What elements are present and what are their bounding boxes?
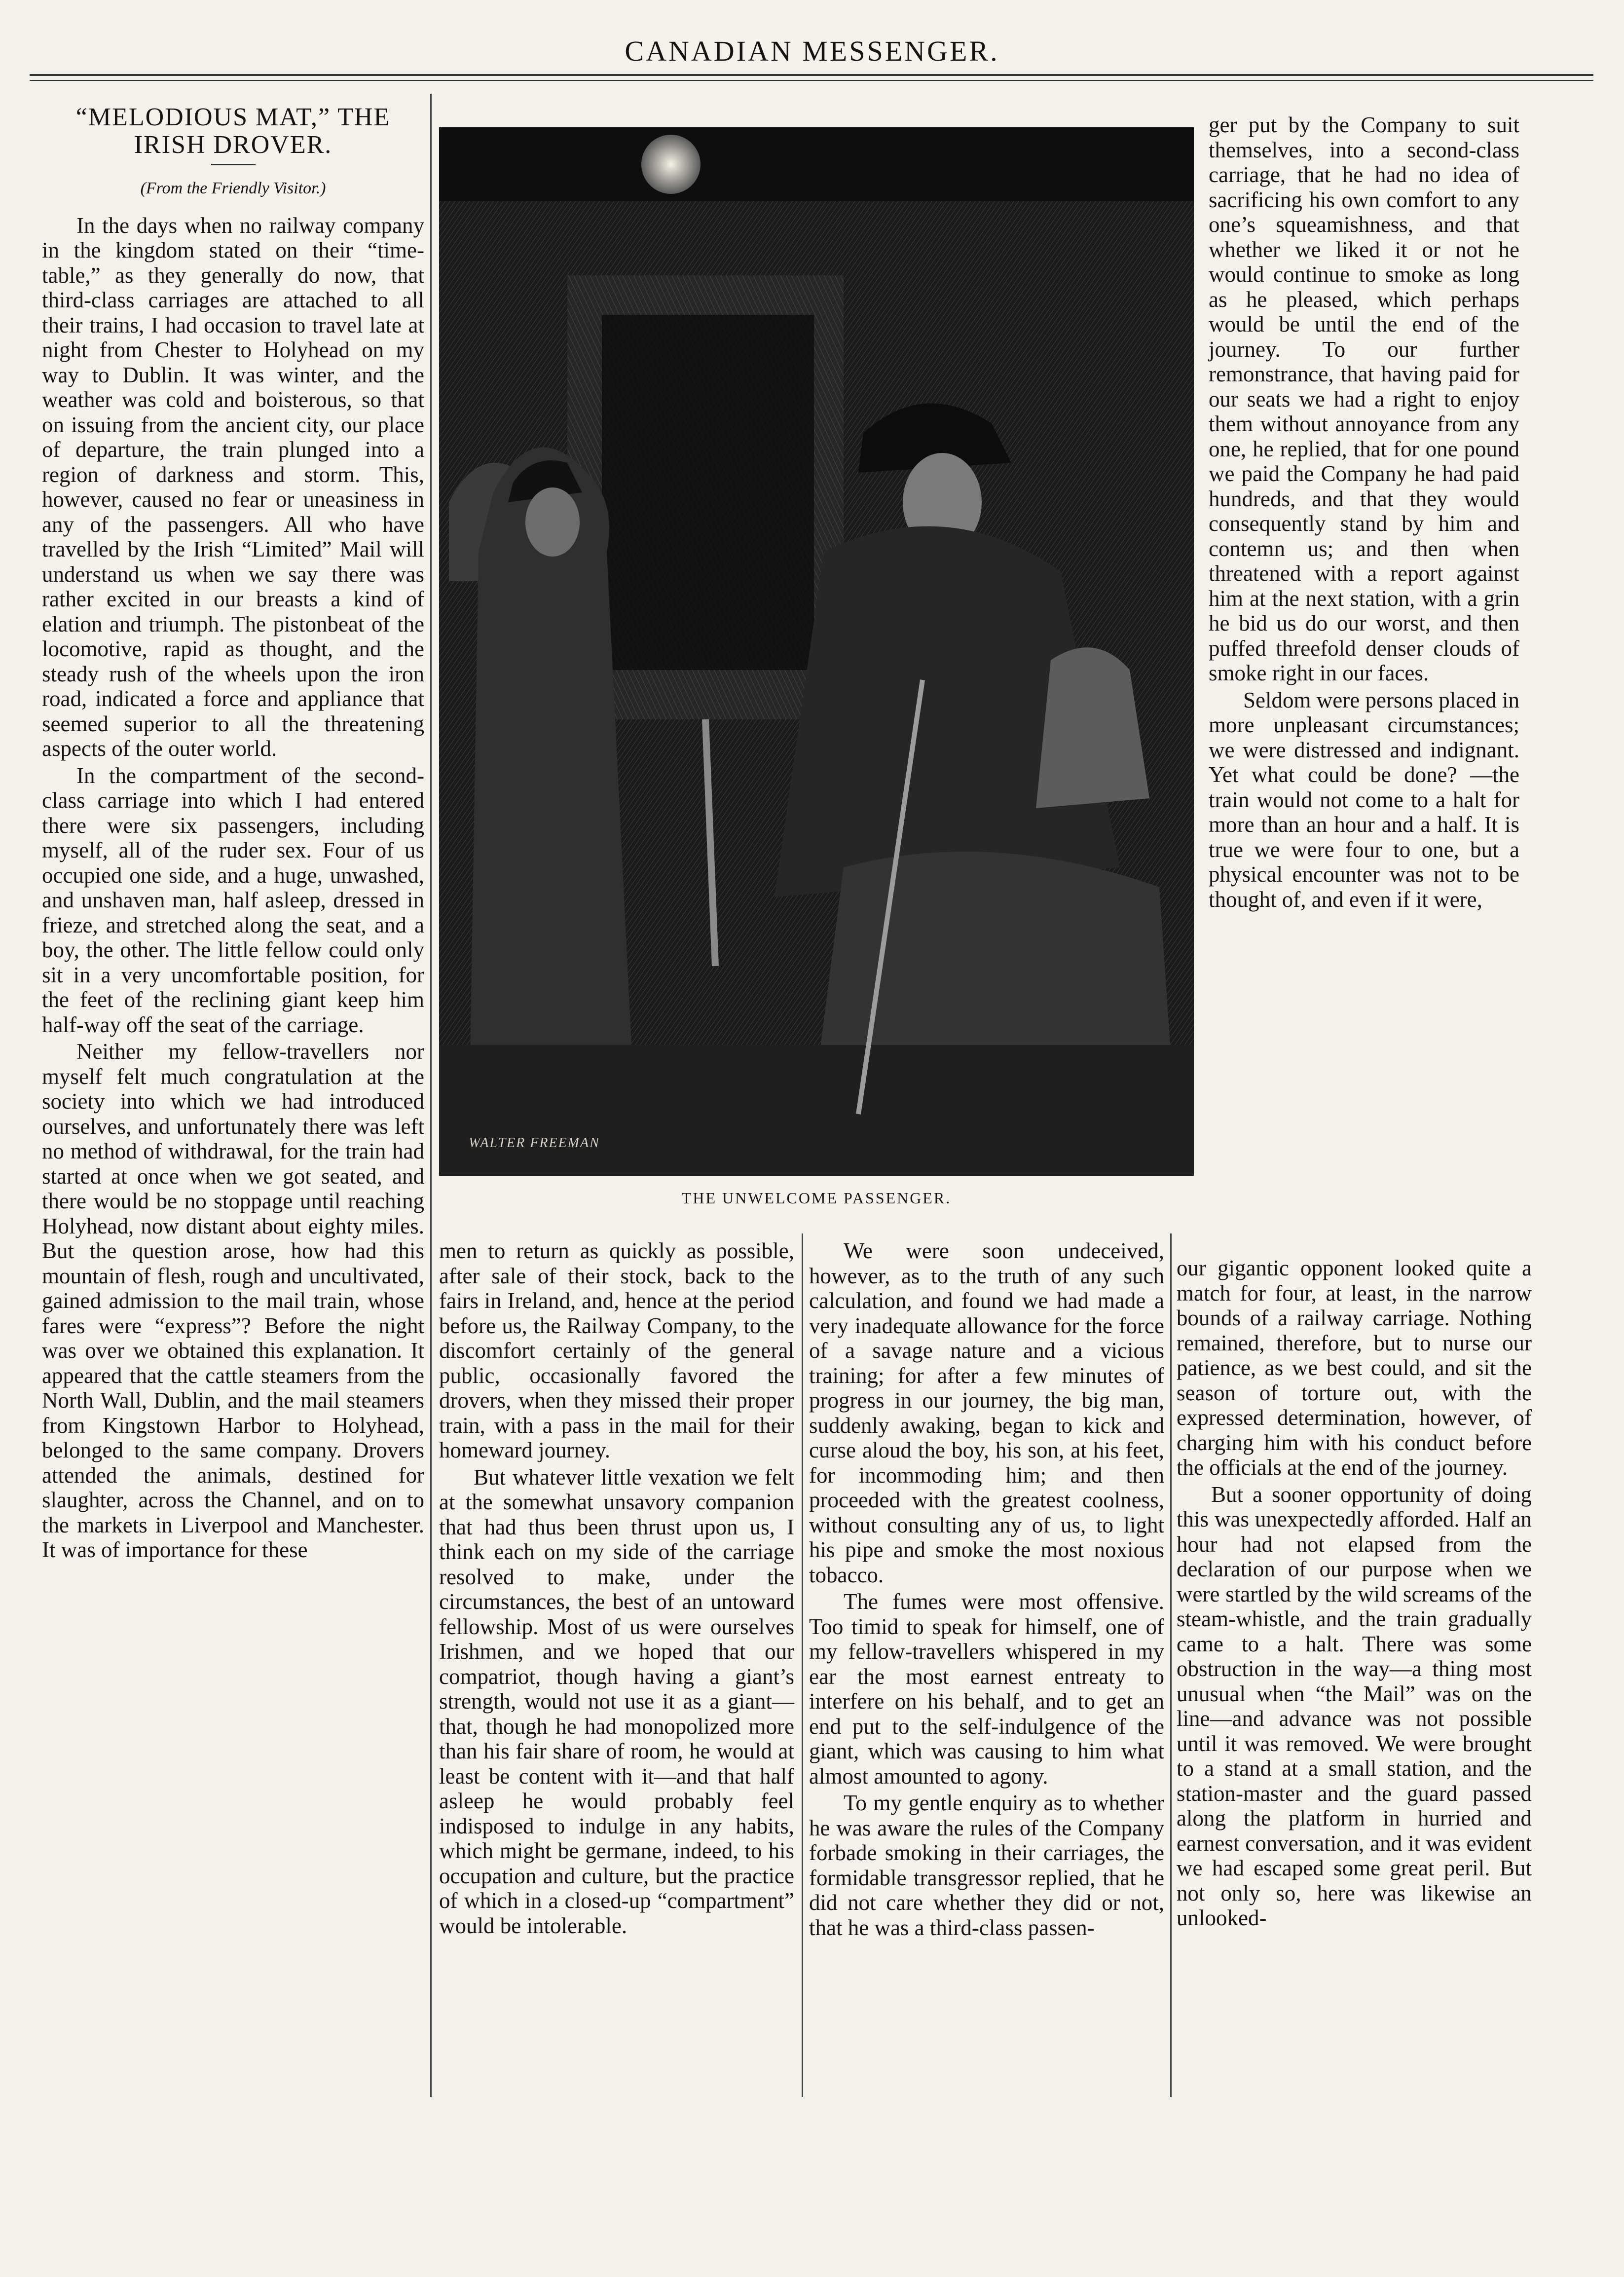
paragraph: In the compartment of the second-class carriage into which I had entered there were six passengers, including myself, all of the ruder sex. Four of us occupied one side, and a huge, unwashed, and unshaven man, half asleep, dressed in frieze, and stretched along the seat, and a boy, the other. The little fellow could only sit in a very uncomfortable position, for the feet of the reclining giant keep him half-way off the seat of the carriage.	[42, 763, 424, 1037]
column-rule	[430, 94, 432, 2097]
paragraph: In the days when no railway company in the kingdom stated on their “time-table,” as they generally do now, that third-class carriages are attached to all their trains, I had occasion to travel late at night from Chester to Holyhead on my way to Dublin. It was winter, and the weather was cold and boisterous, so that on issuing from the ancient city, our place of departure, the train plunged into a region of darkness and storm. This, however, caused no fear or uneasiness in any of the passengers. All who have travelled by the Irish “Limited” Mail will understand us when we say there was rather excited in our breasts a kind of elation and triumph. The pistonbeat of the locomotive, rapid as thought, and the steady rush of the wheels upon the iron road, indicated a force and appliance that seemed superior to all the threatening aspects of the outer world.	[42, 213, 424, 761]
paragraph: ger put by the Company to suit themselves, into a second-class carriage, that he had no idea of sacrificing his own comfort to any one’s squeamishness, and that whether we liked it or not he would continue to smoke as long as he pleased, which perhaps would be until the end of the journey. To our further remonstrance, that having paid for our seats we had a right to enjoy them without annoyance from any one, he replied, that for one pound we paid the Company he had paid hundreds, and that they would consequently stand by him and contemn us; and then when threatened with a report against him at the next station, with a grin he bid us do our worst, and then puffed threefold denser clouds of smoke right in our faces.	[1209, 112, 1519, 685]
page-title: CANADIAN MESSENGER.	[625, 35, 999, 67]
headline-line-2: IRISH DROVER.	[134, 131, 332, 159]
article-column-1	[42, 104, 424, 2255]
headline-rule	[211, 164, 256, 165]
paragraph: But a sooner opportunity of doing this was unexpectedly afforded. Half an hour had not elapsed from the declaration of our purpose when we were startled by the wild screams of the steam-whistle, and the train gradually came to a halt. There was some obstruction in the way—a thing most unusual when “the Mail” was on the line—and advance was not possible until it was removed. We were brought to a stand at a small station, and the station-master and the guard passed along the platform in hurried and earnest conversation, and it was evident we had escaped some great peril. But not only so, here was likewise an unlooked-	[1177, 1482, 1532, 1930]
paragraph: Neither my fellow-travellers nor myself felt much congratulation at the society into which we had introduced ourselves, and unfortunately there was left no method of withdrawal, for the train had started at once when we got seated, and there would be no stoppage until reaching Holyhead, now distant about eighty miles. But the question arose, how had this mountain of flesh, rough and uncultivated, gained admission to the mail train, whose fares were “express”? Before the night was over we obtained this explanation. It appeared that the cattle steamers from the North Wall, Dublin, and the mail steamers from Kingstown Harbor to Holyhead, belonged to the same company. Drovers attended the animals, destined for slaughter, across the Channel, and on to the markets in Liverpool and Manchester. It was of importance for these	[42, 1039, 424, 1562]
paragraph: men to return as quickly as possible, after sale of their stock, back to the fairs in Ireland, and, hence at the period before us, the Railway Company, to the discomfort certainly of the general public, occasionally favored the drovers, when they missed their proper train, with a pass in the mail for their homeward journey.	[439, 1238, 794, 1462]
paragraph: But whatever little vexation we felt at the somewhat unsavory companion that had thus been thrust upon us, I think each on my side of the carriage resolved to make, under the circumstances, the best of an untoward fellowship. Most of us were ourselves Irishmen, and we hoped that our compatriot, though having a giant’s strength, would not use it as a giant—that, though he had monopolized more than his fair share of room, he would at least be content with it—and that half asleep he would probably feel indisposed to indulge in any habits, which might be germane, indeed, to his occupation and culture, but the practice of which in a closed-up “compartment” would be intolerable.	[439, 1464, 794, 1938]
article-headline	[42, 104, 424, 159]
article-column-4-lower	[1177, 1256, 1532, 2144]
column-rule	[802, 1233, 803, 2097]
article-source: (From the Friendly Visitor.)	[140, 179, 326, 197]
paragraph: We were soon undeceived, however, as to the truth of any such calculation, and found we had made a very inadequate allowance for the force of a savage nature and a vicious training; for after a few minutes of progress in our journey, the big man, suddenly awaking, began to kick and curse aloud the boy, his son, at his feet, for incommoding him; and then proceeded with the greatest coolness, without consulting any of us, to light his pipe and smoke the most noxious tobacco.	[809, 1238, 1164, 1587]
article-column-4-upper	[1209, 112, 1519, 1235]
paragraph: The fumes were most offensive. Too timid to speak for himself, one of my fellow-travellers whispered in my ear the most earnest entreaty to interfere on his behalf, and to get an end put to the self-indulgence of the giant, which was causing to him what almost amounted to agony.	[809, 1589, 1164, 1789]
article-column-2	[439, 1238, 794, 2127]
paragraph: our gigantic opponent looked quite a match for four, at least, in the narrow bounds of a railway carriage. Nothing remained, therefore, but to nurse our patience, as we best could, and sit the season of torture out, with the expressed determination, however, of charging him with his conduct before the officials at the end of the journey.	[1177, 1256, 1532, 1480]
article-column-3	[809, 1238, 1164, 2127]
headline-line-1: “MELODIOUS MAT,” THE	[75, 103, 391, 131]
paragraph: Seldom were persons placed in more unpleasant circumstances; we were distressed and indignant. Yet what could be done? —the train would not come to a halt for more than an hour and a half. It is true we were four to one, but a physical encounter was not to be thought of, and even if it were,	[1209, 687, 1519, 912]
paragraph: To my gentle enquiry as to whether he was aware the rules of the Company forbade smoking in their carriages, the formidable transgressor replied, that he did not care whether they did or not, that he was a third-class passen-	[809, 1791, 1164, 1940]
illustration-caption: THE UNWELCOME PASSENGER.	[681, 1189, 952, 1207]
illustration-engraving	[439, 127, 1194, 1176]
masthead-rule	[30, 74, 1593, 76]
column-rule	[1170, 1233, 1172, 2097]
masthead-rule-thin	[30, 80, 1593, 81]
illustration	[439, 127, 1194, 1176]
illustration-signature: WALTER FREEMAN	[469, 1135, 600, 1151]
